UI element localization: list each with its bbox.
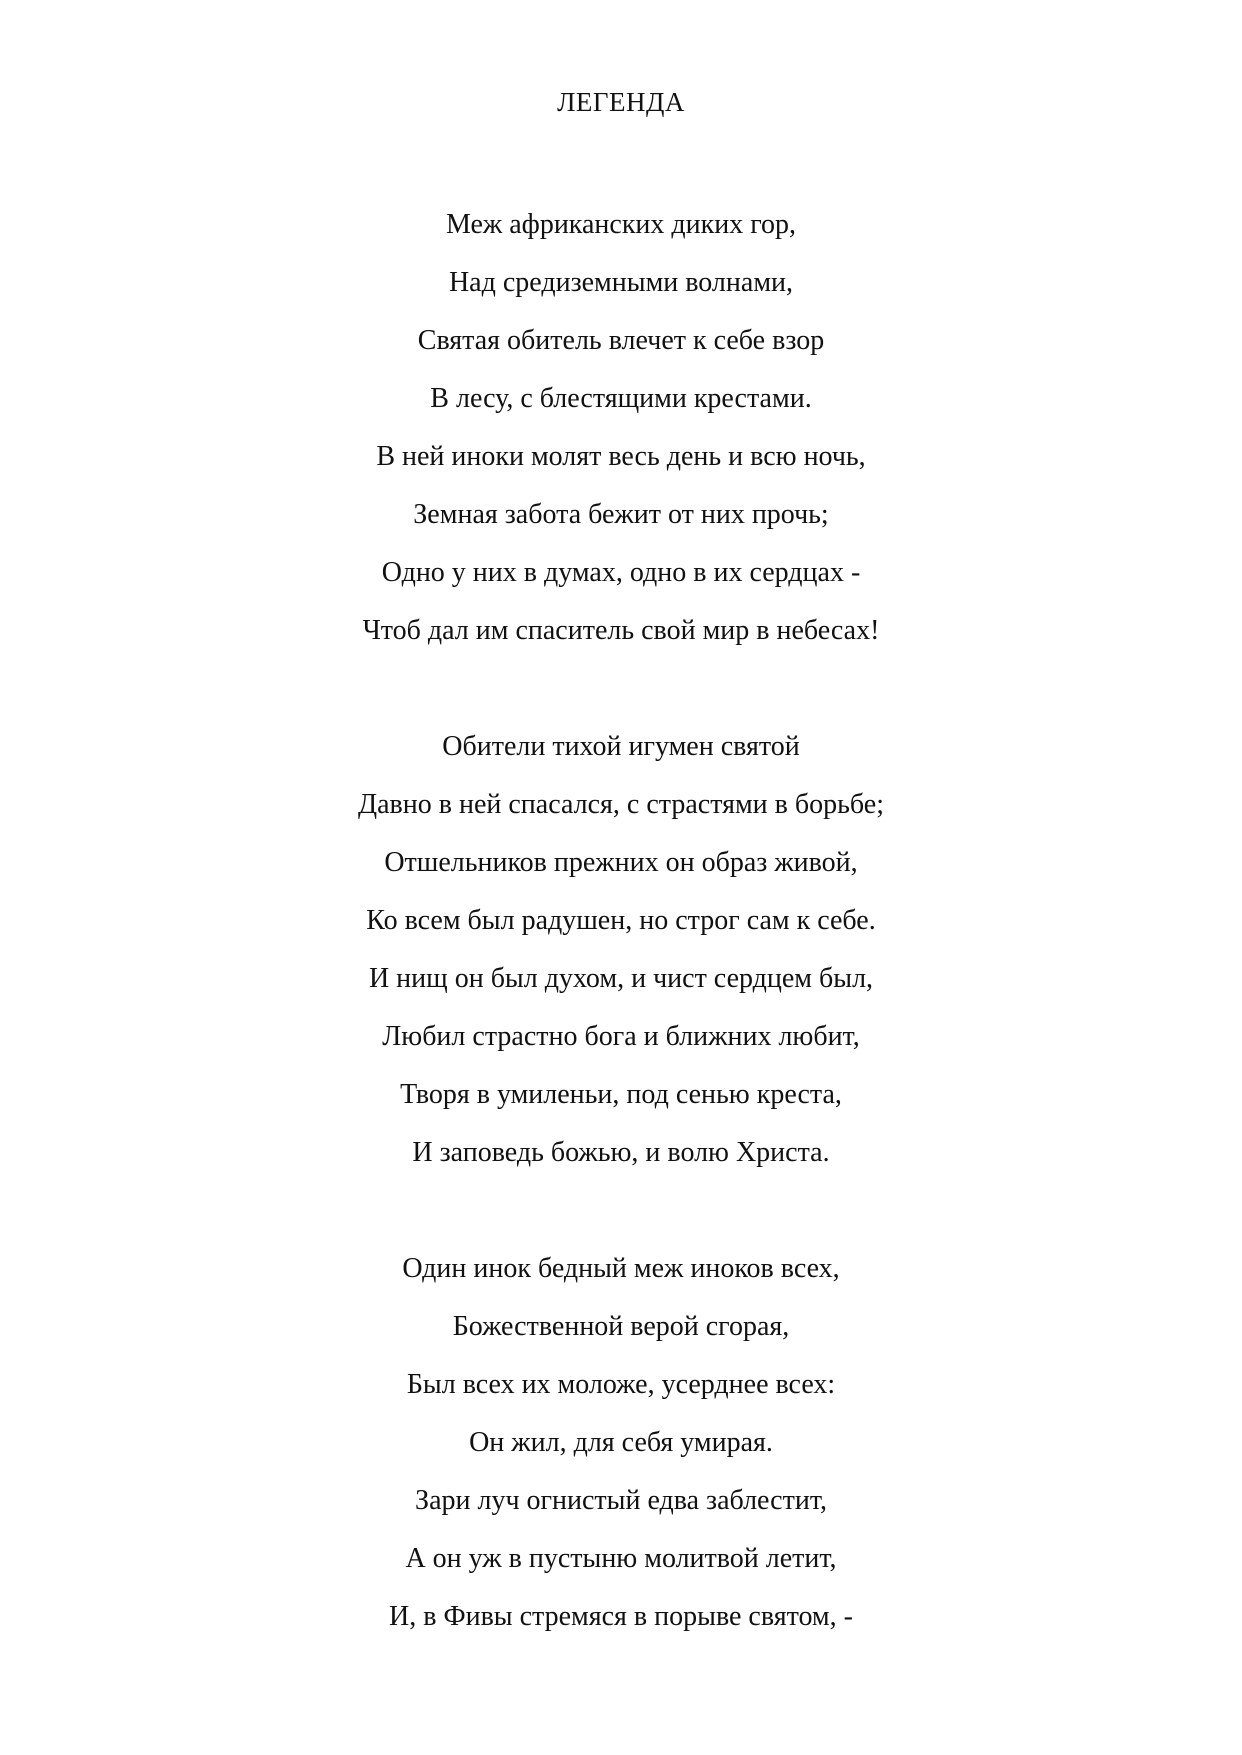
poem-line: Один инок бедный меж иноков всех, <box>402 1253 840 1284</box>
poem-line: Ко всем был радушен, но строг сам к себе. <box>366 905 876 936</box>
poem-line: В лесу, с блестящими крестами. <box>430 383 812 414</box>
poem-line: Меж африканских диких гор, <box>445 209 797 240</box>
poem-line: А он уж в пустыню молитвой летит, <box>405 1543 837 1574</box>
stanza-1 <box>0 196 1242 660</box>
stanza-2 <box>0 718 1242 1182</box>
poem-line: Земная забота бежит от них прочь; <box>413 499 829 530</box>
poem-body <box>0 196 1242 1704</box>
poem-line: И заповедь божью, и волю Христа. <box>412 1137 830 1168</box>
poem-line: И, в Фивы стремяся в порыве святом, - <box>389 1601 853 1632</box>
poem-line: Чтоб дал им спаситель свой мир в небесах! <box>362 615 880 646</box>
poem-line: Зари луч огнистый едва заблестит, <box>415 1485 827 1516</box>
poem-title: ЛЕГЕНДА <box>557 87 685 117</box>
poem-line: Божественной верой сгорая, <box>452 1311 790 1342</box>
poem-line: И нищ он был духом, и чист сердцем был, <box>368 963 874 994</box>
poem-line: Давно в ней спасался, с страстями в борьбе; <box>358 789 884 820</box>
poem-line: Отшельников прежних он образ живой, <box>384 847 858 878</box>
poem-line: Он жил, для себя умирая. <box>469 1427 773 1458</box>
poem-line: Святая обитель влечет к себе взор <box>417 325 825 356</box>
poem-line: Над средиземными волнами, <box>448 267 794 298</box>
stanza-3 <box>0 1240 1242 1646</box>
poem-line: Одно у них в думах, одно в их сердцах - <box>381 557 861 588</box>
poem-line: Обители тихой игумен святой <box>442 731 800 762</box>
poem-line: В ней иноки молят весь день и всю ночь, <box>376 441 866 472</box>
poem-line: Был всех их моложе, усерднее всех: <box>406 1369 836 1400</box>
poem-line: Любил страстно бога и ближних любит, <box>382 1021 860 1052</box>
poem-line: Творя в умиленьи, под сенью креста, <box>400 1079 842 1110</box>
